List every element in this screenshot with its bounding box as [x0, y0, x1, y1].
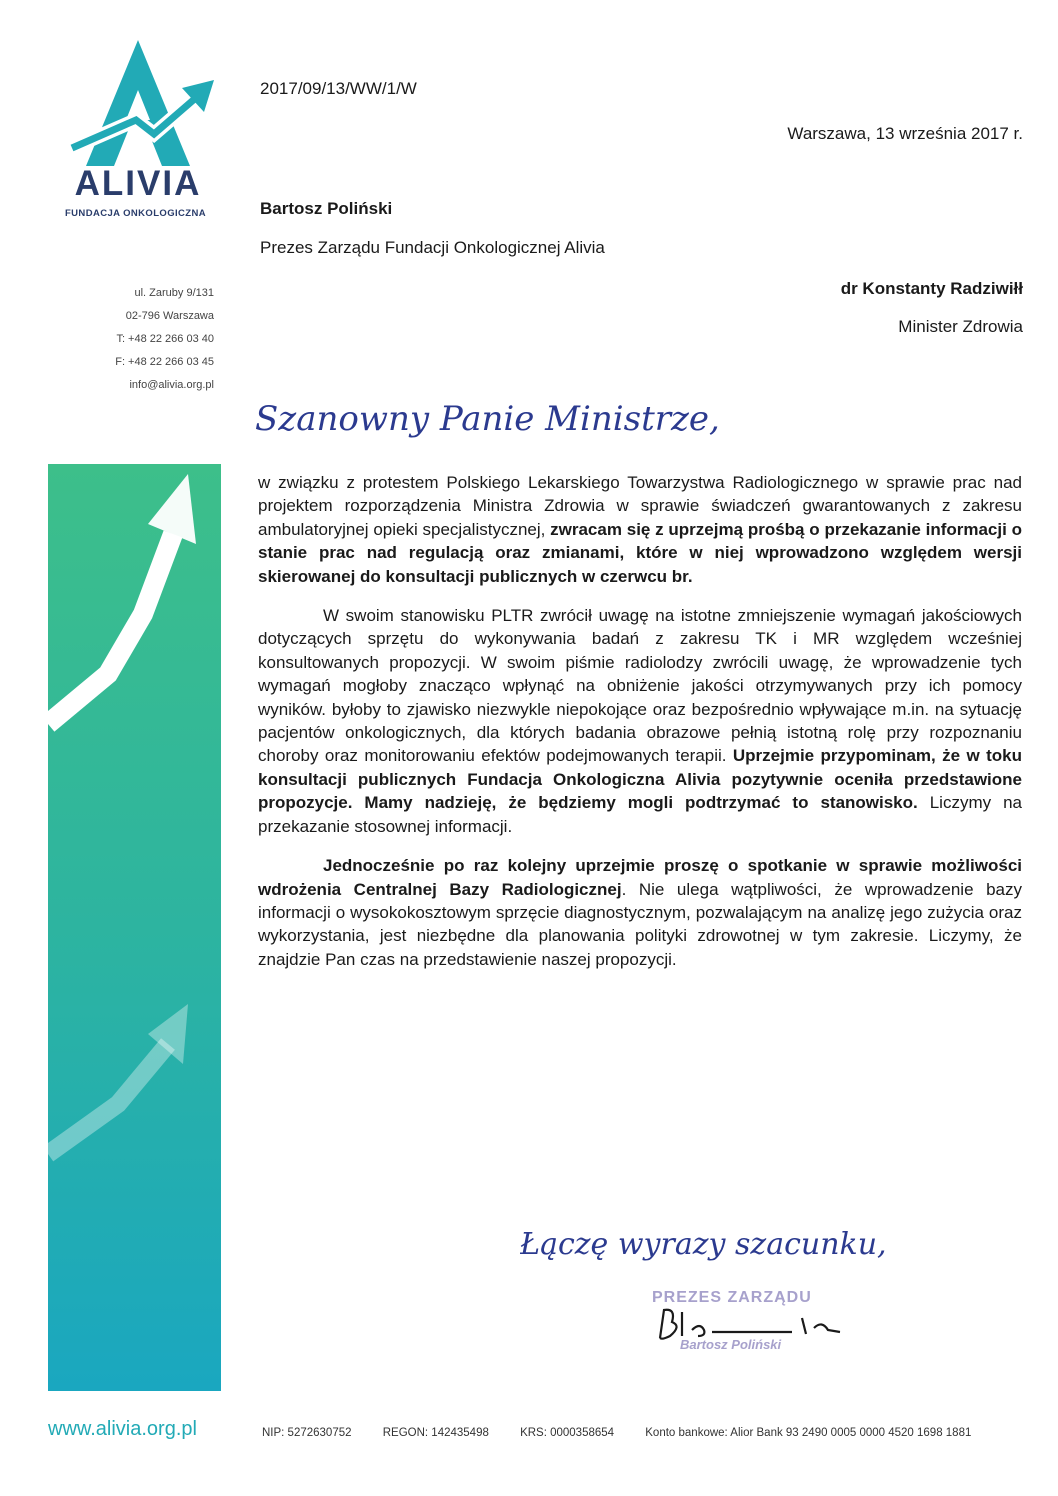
stamp-title: PREZES ZARZĄDU: [652, 1289, 812, 1306]
paragraph-2-end: Liczymy na przekazanie stosownej informacji.: [258, 793, 1022, 836]
footer-bank: Konto bankowe: Alior Bank 93 2490 0005 0000 4520 1698 1881: [645, 1427, 972, 1439]
address-phone: T: +48 22 266 03 40: [116, 333, 214, 345]
letter-date: Warszawa, 13 września 2017 r.: [787, 124, 1023, 143]
sender-role: Prezes Zarządu Fundacji Onkologicznej Alivia: [260, 238, 605, 257]
letter-body: [258, 471, 1022, 971]
brand-name: ALIVIA: [74, 164, 202, 203]
decorative-stripe: [48, 464, 221, 1391]
address-street: ul. Zaruby 9/131: [134, 287, 214, 299]
paragraph-2: [258, 604, 1022, 838]
website-link[interactable]: www.alivia.org.pl: [48, 1418, 197, 1440]
paragraph-2-text: W swoim stanowisku PLTR zwrócił uwagę na istotne zmniejszenie wymagań jakościowych dotyczących sprzętu do wykonywania badań z zakresu TK i MR względem wcześniej konsultowanych propozycji. W swoim piśmie radiolodzy zwrócili uwagę, że wprowadzenie tych wymagań mogłoby znacząco wpłynąć na obniżenie jakości otrzymywanych przy ich pomocy wyników. byłoby to zjawisko niezwykle niepokojące oraz bezpośrednio wpływające m.in. na sytuację pacjentów onkologicznych, dla których badania obrazowe pełnią istotną rolę przy rozpoznaniu choroby oraz monitorowaniu efektów podejmowanych terapii.: [258, 606, 1022, 766]
paragraph-1-text: w związku z protestem Polskiego Lekarskiego Towarzystwa Radiologicznego w sprawie prac nad projektem rozporządzenia Ministra Zdrowia w sprawie świadczeń gwarantowanych z zakresu ambulatoryjnej opieki specjalistycznej,: [258, 473, 1022, 539]
stamp-name: Bartosz Poliński: [680, 1337, 782, 1352]
reference-number: 2017/09/13/WW/1/W: [260, 79, 417, 98]
address-email: info@alivia.org.pl: [129, 379, 214, 391]
sender-name: Bartosz Poliński: [260, 199, 393, 218]
closing-text: Łączę wyrazy szacunku,: [520, 1227, 887, 1262]
paragraph-3-bold: Jednocześnie po raz kolejny uprzejmie proszę o spotkanie w sprawie możliwości wdrożenia Centralnej Bazy Radiologicznej: [258, 856, 1022, 899]
salutation-text: Szanowny Panie Ministrze,: [255, 399, 720, 439]
footer-krs: KRS: 0000358654: [520, 1427, 615, 1439]
handwritten-closing: [520, 1210, 970, 1280]
paragraph-1: [258, 471, 1022, 588]
address-city: 02-796 Warszawa: [125, 310, 214, 322]
footer-nip: NIP: 5272630752: [262, 1427, 352, 1439]
paragraph-1-bold: zwracam się z uprzejmą prośbą o przekazanie informacji o stanie prac nad regulacją oraz zmianami, które w niej wprowadzono względem wersji skierowanej do konsultacji publicznych w czerwcu br.: [258, 519, 1022, 586]
footer-regon: REGON: 142435498: [382, 1427, 489, 1439]
recipient-role: Minister Zdrowia: [898, 317, 1023, 336]
alivia-logo-icon: [58, 36, 218, 176]
footer-info: [262, 1427, 999, 1439]
address-block: [115, 282, 214, 397]
address-fax: F: +48 22 266 03 45: [115, 356, 214, 368]
recipient-name: dr Konstanty Radziwiłł: [840, 279, 1023, 298]
paragraph-3: [258, 854, 1022, 971]
handwritten-salutation: [255, 382, 725, 452]
paragraph-2-bold: Uprzejmie przypominam, że w toku konsultacji publicznych Fundacja Onkologiczna Alivia pozytywnie oceniła przedstawione propozycje. Mamy nadzieję, że będziemy mogli podtrzymać to stanowisko.: [258, 746, 1022, 813]
paragraph-3-text: . Nie ulega wątpliwości, że wprowadzenie bazy informacji o wysokokosztowym sprzęcie diagnostycznym, pozwalającym na analizę jego zużycia oraz wykorzystania, jest niezbędne dla planowania polityki zdrowotnej w tym zakresie. Liczymy, że znajdzie Pan czas na przedstawienie naszej propozycji.: [258, 879, 1022, 969]
brand-subtitle: FUNDACJA ONKOLOGICZNA: [64, 208, 207, 219]
